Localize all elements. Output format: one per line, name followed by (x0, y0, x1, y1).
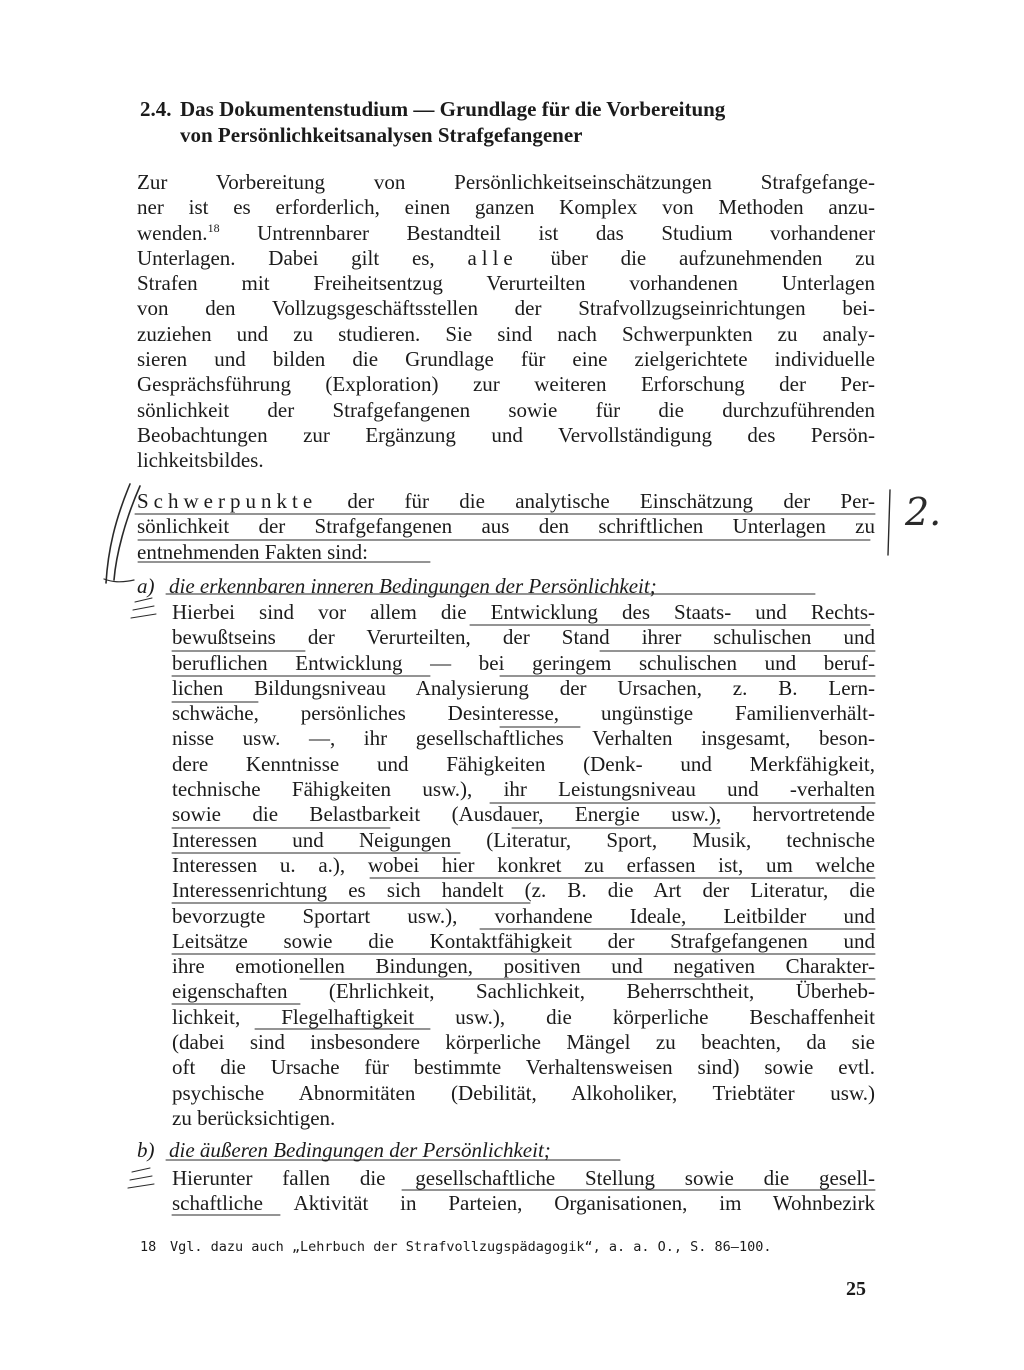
text-line: schwäche, persönliches Desinteresse, ungünstige Familienverhält- (172, 701, 875, 726)
text-line: Interessenrichtung es sich handelt (z. B. die Art der Literatur, die (172, 878, 875, 903)
text-line: sönlichkeit der Strafgefangenen sowie für die durchzuführenden (137, 397, 875, 422)
item-a-heading (137, 574, 877, 599)
text-line: lichen Bildungsniveau Analysierung der Ursachen, z. B. Lern- (172, 675, 875, 700)
text-line: bevorzugte Sportart usw.), vorhandene Ideale, Leitbilder und (172, 903, 875, 928)
text-line: psychische Abnormitäten (Debilität, Alkoholiker, Triebtäter usw.) (172, 1080, 875, 1105)
margin-hatch-marks (128, 1168, 154, 1188)
text-line-rest: der für die analytische Einschätzung der Per- (317, 489, 875, 513)
text-line: beruflichen Entwicklung — bei geringem schulischen und beruf- (172, 650, 875, 675)
margin-vertical-line (888, 490, 890, 555)
text-line: sieren und bilden die Grundlage für eine zielgerichtete individuelle (137, 347, 875, 372)
footnote-text: Vgl. dazu auch „Lehrbuch der Strafvollzugspädagogik“, a. a. O., S. 86–100. (170, 1239, 772, 1255)
section-title-line-2: von Persönlichkeitsanalysen Strafgefangener (180, 123, 583, 147)
text-line: ihre emotionellen Bindungen, positiven und negativen Charakter- (172, 954, 875, 979)
text-line-start: Unterlagen. Dabei gilt es, (137, 245, 468, 270)
item-a-title: die erkennbaren inneren Bedingungen der Persönlichkeit; (169, 574, 657, 598)
text-line: sowie die Belastbarkeit (Ausdauer, Energie usw.), hervortretende (172, 802, 875, 827)
spaced-emphasis: Schwerpunkte (137, 489, 318, 513)
text-line: eigenschaften (Ehrlichkeit, Sachlichkeit, Beherrschtheit, Überheb- (172, 979, 875, 1004)
section-number: 2.4. (140, 97, 172, 121)
text-line: zu berücksichtigen. (172, 1105, 336, 1130)
text-line (137, 221, 875, 246)
text-line: (dabei sind insbesondere körperliche Mängel zu beachten, da sie (172, 1030, 875, 1055)
margin-bracket-line (106, 484, 130, 583)
text-line (137, 246, 875, 271)
text-line: sönlichkeit der Strafgefangenen aus den schriftlichen Unterlagen zu (137, 514, 875, 539)
page-number: 25 (846, 1278, 866, 1300)
text-line: lichkeit, Flegelhaftigkeit usw.), die körperliche Beschaffenheit (172, 1004, 875, 1029)
spaced-emphasis: alle (467, 245, 518, 270)
text-line: zuziehen und zu studieren. Sie sind nach Schwerpunkten zu analy- (137, 321, 875, 346)
text-line: bewußtseins der Verurteilten, der Stand ihrer schulischen und (172, 625, 875, 650)
text-line: technische Fähigkeiten usw.), ihr Leistungsniveau und -verhalten (172, 777, 875, 802)
text-line: Beobachtungen zur Ergänzung und Vervollständigung des Persön- (137, 422, 875, 447)
text-line-rest: Untrennbarer Bestandteil ist das Studium vorhandener (219, 220, 875, 245)
text-line (137, 489, 875, 514)
margin-hatch-marks (131, 598, 156, 618)
item-b-body (172, 1166, 875, 1217)
margin-bracket-line (104, 579, 134, 582)
item-b-title: die äußeren Bedingungen der Persönlichkeit; (169, 1138, 551, 1162)
item-a-body (172, 600, 875, 1131)
footnote-number: 18 (140, 1239, 157, 1255)
item-b-label: b) (137, 1138, 155, 1162)
text-line: oft die Ursache für bestimmte Verhaltensweisen sind) sowie evtl. (172, 1055, 875, 1080)
margin-note: 2. (905, 490, 942, 534)
text-line: Leitsätze sowie die Kontaktfähigkeit der Strafgefangenen und (172, 928, 875, 953)
text-line: nisse usw. —, ihr gesellschaftliches Verhalten insgesamt, beson- (172, 726, 875, 751)
text-line-rest: über die aufzunehmenden zu (517, 245, 875, 270)
text-line: Zur Vorbereitung von Persönlichkeitseinschätzungen Strafgefange- (137, 170, 875, 194)
section-title-line-1: Das Dokumentenstudium — Grundlage für die Vorbereitung (180, 97, 726, 121)
text-line: entnehmenden Fakten sind: (137, 539, 368, 564)
text-line-start: wenden. (137, 220, 208, 245)
text-line: lichkeitsbildes. (137, 448, 264, 473)
item-a-label: a) (137, 574, 155, 598)
text-line: Interessen u. a.), wobei hier konkret zu erfassen ist, um welche (172, 852, 875, 877)
heading-line-1 (140, 96, 880, 122)
item-b-heading (137, 1138, 877, 1163)
focus-paragraph (137, 489, 875, 565)
text-line: dere Kenntnisse und Fähigkeiten (Denk- und Merkfähigkeit, (172, 751, 875, 776)
text-line: Gesprächsführung (Exploration) zur weiteren Erforschung der Per- (137, 372, 875, 397)
section-heading (140, 96, 880, 148)
text-line: Hierunter fallen die gesellschaftliche Stellung sowie die gesell- (172, 1166, 875, 1190)
intro-paragraph (137, 170, 875, 474)
text-line: Hierbei sind vor allem die Entwicklung des Staats- und Rechts- (172, 600, 875, 624)
text-line: ner ist es erforderlich, einen ganzen Komplex von Methoden anzu- (137, 195, 875, 220)
text-line: Strafen mit Freiheitsentzug Verurteilten vorhandenen Unterlagen (137, 271, 875, 296)
footnote-marker[interactable]: 18 (207, 220, 220, 235)
footnote (140, 1238, 860, 1256)
text-line: schaftliche Aktivität in Parteien, Organisationen, im Wohnbezirk (172, 1191, 875, 1216)
text-line: Interessen und Neigungen (Literatur, Sport, Musik, technische (172, 827, 875, 852)
text-line: von den Vollzugsgeschäftsstellen der Strafvollzugseinrichtungen bei- (137, 296, 875, 321)
